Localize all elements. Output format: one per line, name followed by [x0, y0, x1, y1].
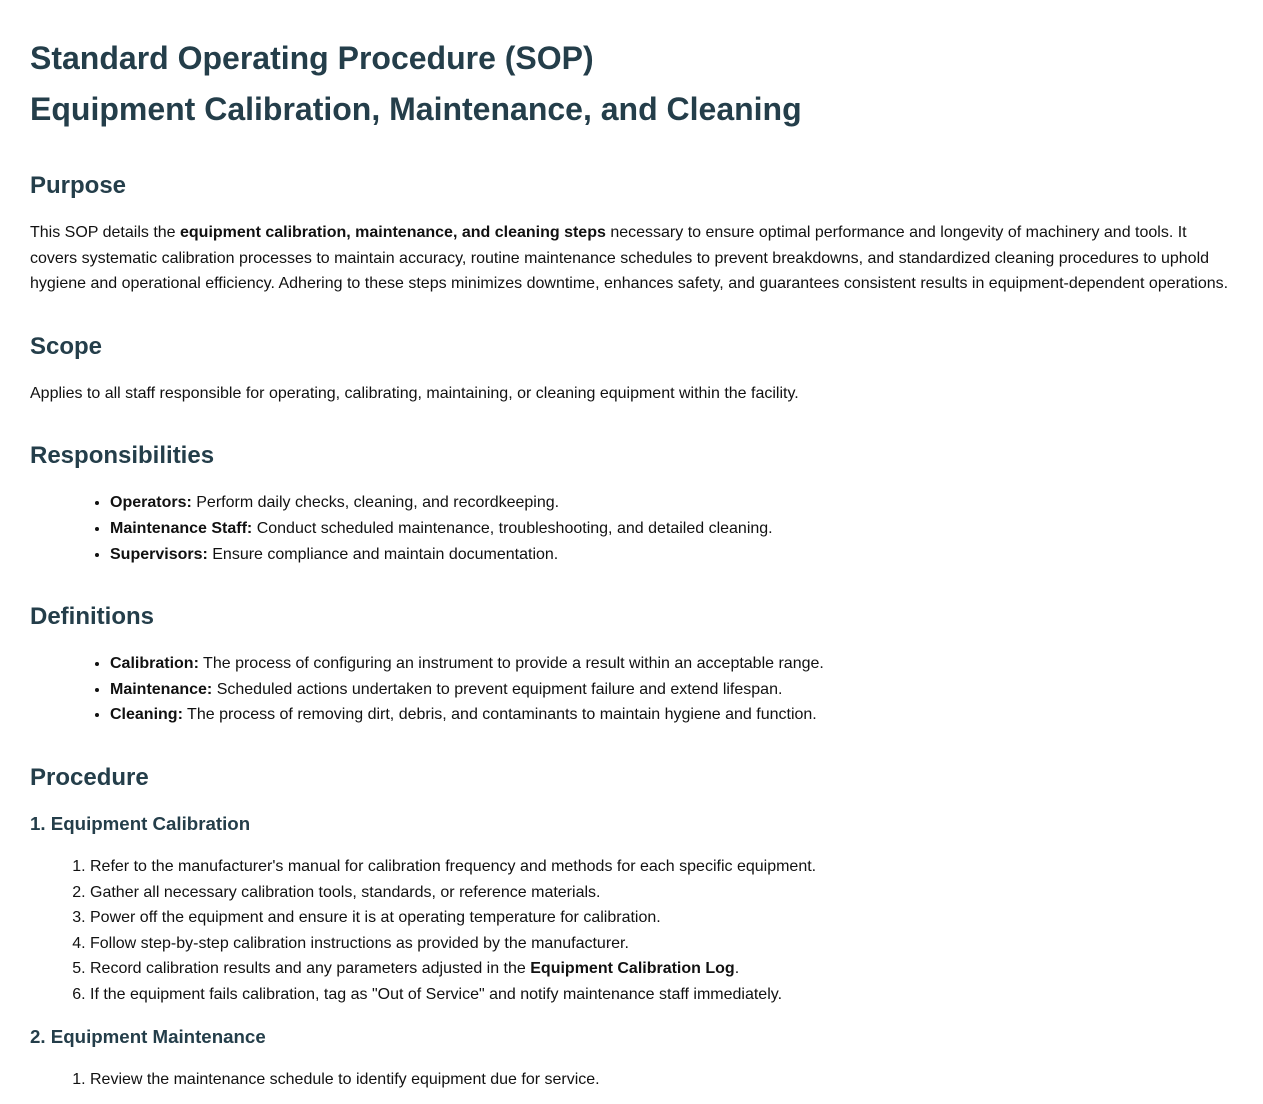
- list-item: [90, 956, 1235, 982]
- purpose-text: [30, 220, 1235, 297]
- item-term: Calibration:: [110, 655, 199, 673]
- definitions-list: [30, 651, 1235, 728]
- responsibilities-section: [30, 437, 1235, 567]
- procedure-heading: Procedure: [30, 763, 149, 791]
- purpose-heading: Purpose: [30, 172, 127, 199]
- document-title: [30, 33, 1235, 135]
- sop-document: [30, 0, 1235, 1092]
- item-desc: Conduct scheduled maintenance, troubleshooting, and detailed cleaning.: [252, 519, 773, 537]
- title-line-2: Equipment Calibration, Maintenance, and Cleaning: [30, 91, 802, 127]
- item-term: Cleaning:: [110, 706, 183, 724]
- item-term: Supervisors:: [110, 545, 208, 563]
- scope-text: Applies to all staff responsible for operating, calibrating, maintaining, or cleaning equipment within the facility.: [30, 384, 799, 402]
- list-item: 2. Gather all necessary calibration tools, standards, or reference materials.: [90, 880, 1235, 906]
- list-item: [110, 516, 1235, 542]
- item-desc: Ensure compliance and maintain documentation.: [207, 545, 559, 563]
- item-desc: Scheduled actions undertaken to prevent equipment failure and extend lifespan.: [212, 680, 783, 698]
- list-item: 1. Review the maintenance schedule to identify equipment due for service.: [90, 1067, 1235, 1093]
- calibration-steps: [30, 854, 1235, 1008]
- purpose-text-start: This SOP details the: [30, 224, 180, 241]
- item-term: Maintenance Staff:: [110, 519, 253, 537]
- list-item: [110, 490, 1235, 516]
- purpose-text-bold: equipment calibration, maintenance, and cleaning steps: [180, 224, 606, 241]
- list-item: [110, 702, 1235, 728]
- definitions-heading: Definitions: [30, 603, 154, 631]
- item-desc: Perform daily checks, cleaning, and recordkeeping.: [191, 494, 560, 512]
- calibration-heading: 1. Equipment Calibration: [30, 812, 251, 834]
- purpose-section: [30, 167, 1235, 297]
- item-term: Maintenance:: [110, 680, 213, 698]
- scope-heading: Scope: [30, 332, 103, 360]
- list-item: [110, 651, 1235, 677]
- responsibilities-list: [30, 490, 1235, 567]
- title-line-1: Standard Operating Procedure (SOP): [30, 40, 594, 76]
- definitions-section: [30, 598, 1235, 728]
- item-desc: The process of configuring an instrument to provide a result within an acceptable range.: [198, 655, 824, 673]
- responsibilities-heading: Responsibilities: [30, 442, 215, 470]
- step-text-end: .: [734, 960, 740, 978]
- item-term: Operators:: [110, 494, 192, 512]
- list-item: [110, 677, 1235, 703]
- list-item: 4. Follow step-by-step calibration instructions as provided by the manufacturer.: [90, 931, 1235, 957]
- purpose-text-end: necessary to ensure optimal performance and longevity of machinery and tools. It covers systematic calibration processes to maintain accuracy, routine maintenance schedules to prevent breakdowns, and standardized cleaning procedures to uphold hygiene and operational efficiency. Adhering to these steps minimizes downtime, enhances safety, and guarantees consistent results in equipment-dependent operations.: [30, 224, 1229, 293]
- list-item: 1. Refer to the manufacturer's manual for calibration frequency and methods for each specific equipment.: [90, 854, 1235, 880]
- maintenance-heading: 2. Equipment Maintenance: [30, 1025, 266, 1047]
- calibration-log-name: Equipment Calibration Log: [530, 960, 735, 978]
- maintenance-steps: [30, 1067, 1235, 1093]
- procedure-section: [30, 759, 1235, 1092]
- list-item: 6. If the equipment fails calibration, tag as "Out of Service" and notify maintenance staff immediately.: [90, 982, 1235, 1008]
- list-item: 3. Power off the equipment and ensure it is at operating temperature for calibration.: [90, 905, 1235, 931]
- list-item: [110, 542, 1235, 568]
- step-text-start: Record calibration results and any parameters adjusted in the: [90, 960, 531, 978]
- item-desc: The process of removing dirt, debris, and contaminants to maintain hygiene and function.: [182, 706, 817, 724]
- scope-section: [30, 328, 1235, 407]
